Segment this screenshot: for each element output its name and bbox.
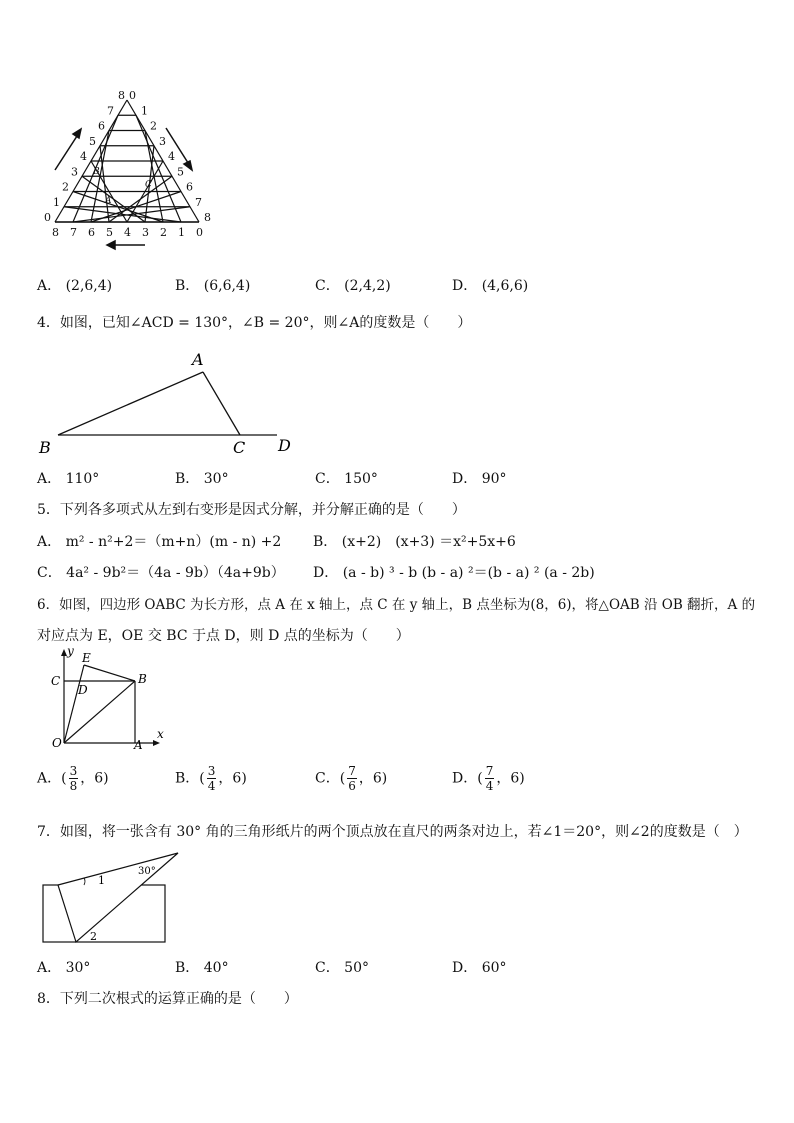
q6-option-d[interactable] [452,764,525,793]
option-open-paren: ( [339,770,346,787]
q5-option-b[interactable] [313,531,516,551]
q8-text: 8．下列二次根式的运算正确的是（ ） [37,991,298,1007]
bottom-edge-label: 8 [52,226,59,239]
option-value: (2,4,2) [344,278,391,294]
bottom-edge-label: 1 [178,226,185,239]
angle-label-2: 2 [90,930,97,943]
option-letter: B． [175,471,200,487]
option-value: (a - b) ³ - b (b - a) ²＝(b - a) ² (a - 2b) [342,565,595,581]
point-label-b: B [39,438,51,457]
angle-label-30: 30° [138,866,156,877]
right-edge-label: 3 [159,134,166,148]
option-letter: D． [452,960,478,976]
bottom-edge-label: 5 [106,226,113,239]
q3-option-c[interactable] [315,275,391,295]
option-letter: D． [313,565,339,581]
option-value: 60° [481,960,507,976]
axis-label-y: y [67,645,74,658]
q6-option-b[interactable] [175,764,247,793]
right-edge-label: 6 [186,180,193,194]
left-edge-label: 5 [89,134,96,148]
option-value: m² - n²+2＝（m+n）(m - n) +2 [65,534,282,550]
option-letter: C． [315,960,340,976]
q3-option-b[interactable] [175,275,250,295]
fraction-numerator: 7 [485,764,494,778]
option-value: 30° [203,471,229,487]
bottom-edge-label: 6 [88,226,95,239]
q7-option-b[interactable] [175,957,229,977]
left-edge-label: 0 [44,211,51,224]
q5-text: 5．下列各多项式从左到右变形是因式分解，并分解正确的是（ ） [37,502,466,518]
option-value: (4,6,6) [481,278,529,294]
q6-text-line2: 对应点为 E，OE 交 BC 于点 D，则 D 点的坐标为（ ） [37,628,410,644]
point-label-d: D [78,683,88,697]
right-edge-label: 2 [150,119,157,133]
fraction-numerator: 3 [207,764,216,778]
option-fraction [347,764,357,793]
option-letter: A． [37,471,62,487]
right-edge-label: 8 [204,211,211,224]
option-value: 40° [203,960,229,976]
left-edge-label: 2 [62,180,69,194]
q4-option-d[interactable] [452,468,507,488]
option-value: (6,6,4) [203,278,251,294]
bottom-edge-label: 0 [196,226,203,239]
option-open-paren: ( [199,770,205,787]
option-value: (x+2) (x+3) ＝x²+5x+6 [341,534,516,550]
left-edge-label: 1 [53,195,60,209]
option-letter: C． [37,565,62,581]
left-up-arrow [55,129,81,170]
bottom-edge-label: 3 [142,226,149,239]
option-letter: C． [315,471,340,487]
option-letter: B． [313,534,338,550]
q7-ruler-triangle-figure [38,848,188,948]
q6-text-line1: 6．如图，四边形 OABC 为长方形，点 A 在 x 轴上，点 C 在 y 轴上，B 点坐标为(8，6)，将△OAB 沿 OB 翻折，A 的 [37,597,756,613]
left-edge-label: 7 [107,104,114,118]
bottom-left-arrow [107,241,145,249]
bottom-edge-label: 4 [124,226,131,239]
left-edge-label: 8 [118,89,125,102]
q3-option-d[interactable] [452,275,528,295]
option-letter: A． [37,278,62,294]
point-label-e: E [82,651,91,665]
option-letter: D． [452,770,478,787]
fraction-numerator: 7 [348,764,356,778]
bottom-edge-label: 2 [160,226,167,239]
grid-point-label: B [93,167,100,177]
q5-option-c[interactable] [37,562,285,582]
q4-option-c[interactable] [315,468,378,488]
right-edge-label: 4 [168,150,175,163]
grid-point-label: C [145,180,152,190]
left-edge-label: 3 [71,165,78,179]
q4-option-a[interactable] [37,468,99,488]
option-letter: C． [315,278,340,294]
option-letter: B． [175,278,200,294]
option-value: 50° [344,960,369,976]
option-fraction [485,764,495,793]
left-edge-label: 6 [98,119,105,133]
bottom-edge-label: 7 [70,226,77,239]
option-value: 30° [65,960,91,976]
q4-triangle-figure [35,348,305,458]
q7-option-d[interactable] [452,957,507,977]
grid-line [82,176,145,222]
right-edge-label: 5 [177,165,184,179]
triangular-coordinate-figure [35,88,225,258]
fraction-denominator: 8 [69,779,78,793]
option-close: ，6) [80,770,109,787]
option-letter: A． [37,960,62,976]
point-label-c: C [51,674,61,688]
fraction-denominator: 6 [348,779,356,793]
option-open-paren: ( [61,770,67,787]
option-close: ，6) [358,770,388,787]
axis-label-x: x [157,727,164,741]
fraction-numerator: 3 [69,764,78,778]
option-value: 110° [65,471,100,487]
angle-label-1: 1 [98,874,105,887]
option-close: ，6) [218,770,247,787]
grid-point-label: A [105,196,112,206]
q5-option-d[interactable] [313,562,595,582]
option-letter: B． [175,960,200,976]
option-close: ，6) [496,770,525,787]
option-letter: A． [37,770,62,787]
option-fraction [69,764,79,793]
q6-option-a[interactable] [37,764,109,793]
grid-line [64,207,181,222]
q6-rectangle-fold-figure [44,645,174,753]
point-label-d: D [278,436,291,455]
q7-text: 7．如图，将一张含有 30° 角的三角形纸片的两个顶点放在直尺的两条对边上，若∠1＝20°，则∠2的度数是（ ） [37,824,748,840]
option-open-paren: ( [477,770,483,787]
option-letter: B． [175,770,200,787]
option-letter: D． [452,471,478,487]
right-edge-label: 0 [129,89,136,102]
option-value: 4a² - 9b²＝（4a - 9b）（4a+9b） [66,565,285,581]
point-label-o: O [52,736,62,750]
option-fraction [207,764,217,793]
q6-option-c[interactable] [315,764,387,793]
q7-option-a[interactable] [37,957,90,977]
option-letter: A． [37,534,62,550]
q7-option-c[interactable] [315,957,369,977]
q3-option-a[interactable] [37,275,112,295]
option-value: 90° [481,471,507,487]
point-label-c: C [233,438,246,457]
option-value: 150° [344,471,378,487]
point-label-a: A [192,350,204,369]
fraction-denominator: 4 [485,779,494,793]
option-letter: D． [452,278,478,294]
right-down-arrow [166,128,192,170]
point-label-b: B [138,672,147,686]
q5-option-a[interactable] [37,531,281,551]
option-letter: C． [315,770,340,787]
right-edge-label: 1 [141,104,148,118]
q4-text: 4．如图，已知∠ACD = 130°，∠B = 20°，则∠A的度数是（ ） [37,315,472,331]
right-edge-label: 7 [195,195,202,209]
fraction-denominator: 4 [207,779,216,793]
grid-line [136,115,181,222]
left-edge-label: 4 [80,150,87,163]
q4-option-b[interactable] [175,468,229,488]
option-value: (2,6,4) [65,278,113,294]
point-label-a: A [134,738,143,752]
